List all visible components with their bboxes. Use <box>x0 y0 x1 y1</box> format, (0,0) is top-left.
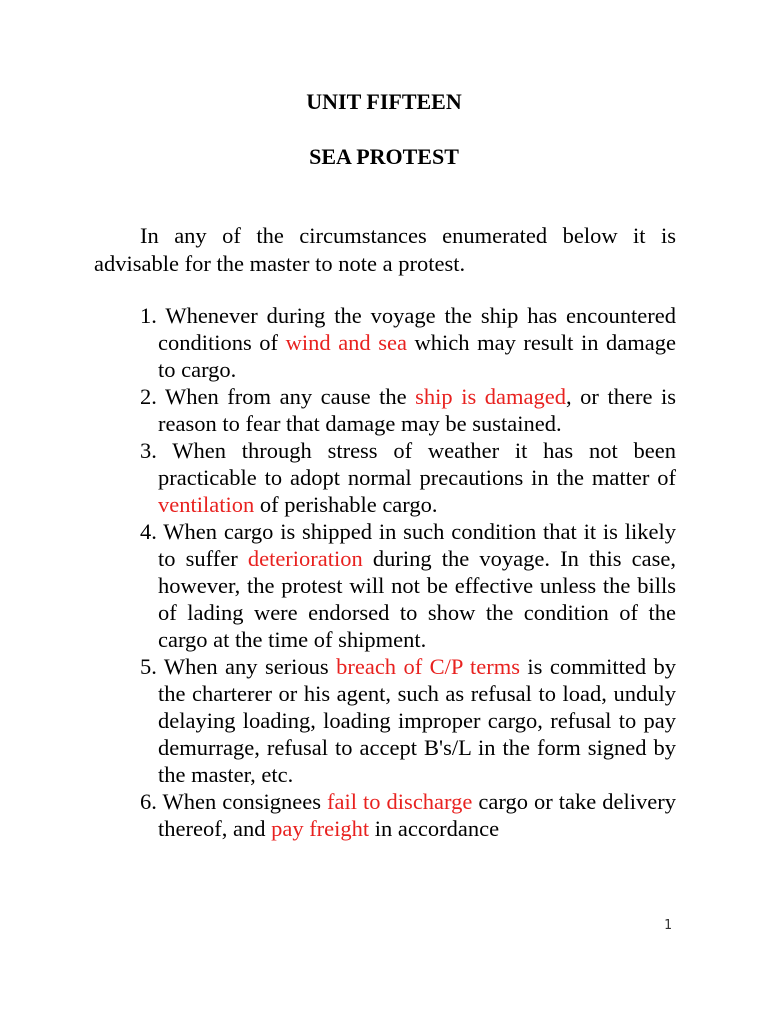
highlighted-term: breach of C/P terms <box>336 654 520 679</box>
item-text: in accordance <box>369 816 500 841</box>
intro-paragraph: In any of the circumstances enumerated below it is advisable for the master to note a protest. <box>94 223 676 276</box>
document-title: SEA PROTEST <box>309 144 459 169</box>
unit-heading: UNIT FIFTEEN <box>306 89 462 114</box>
list-item <box>140 437 676 518</box>
list-item <box>140 518 676 653</box>
item-text: 6. When consignees <box>140 789 328 814</box>
item-text: which may result in damage to cargo. <box>158 330 676 382</box>
page-number: 1 <box>664 918 672 933</box>
item-text: is committed by the charterer or his agent, such as refusal to load, unduly delaying loading, loading improper cargo, refusal to pay demurrage, refusal to accept B's/L in the form signed by the master, etc. <box>158 654 676 787</box>
item-text: 3. When through stress of weather it has not been practicable to adopt normal precautions in the matter of <box>140 438 676 490</box>
highlighted-term: pay freight <box>271 816 370 841</box>
highlighted-term: ventilation <box>158 492 255 517</box>
highlighted-term: deterioration <box>247 546 363 571</box>
highlighted-term: ship is damaged <box>415 384 566 409</box>
item-text: 4. When cargo is shipped in such condition that it is likely to suffer <box>140 519 676 571</box>
item-text: cargo or take delivery thereof, and <box>158 789 676 841</box>
item-text: 1. Whenever during the voyage the ship has encountered conditions of <box>140 303 676 355</box>
circumstances-list <box>140 302 676 842</box>
list-item <box>140 788 676 842</box>
list-item <box>140 653 676 788</box>
highlighted-term: fail to discharge <box>327 789 473 814</box>
item-text: , or there is reason to fear that damage may be sustained. <box>158 384 676 436</box>
highlighted-term: wind and sea <box>285 330 407 355</box>
list-item <box>140 302 676 383</box>
item-text: during the voyage. In this case, however, the protest will not be effective unless the bills of lading were endorsed to show the condition of the cargo at the time of shipment. <box>158 546 676 652</box>
list-item <box>140 383 676 437</box>
item-text: 2. When from any cause the <box>140 384 416 409</box>
item-text: 5. When any serious <box>140 654 337 679</box>
item-text: of perishable cargo. <box>254 492 438 517</box>
